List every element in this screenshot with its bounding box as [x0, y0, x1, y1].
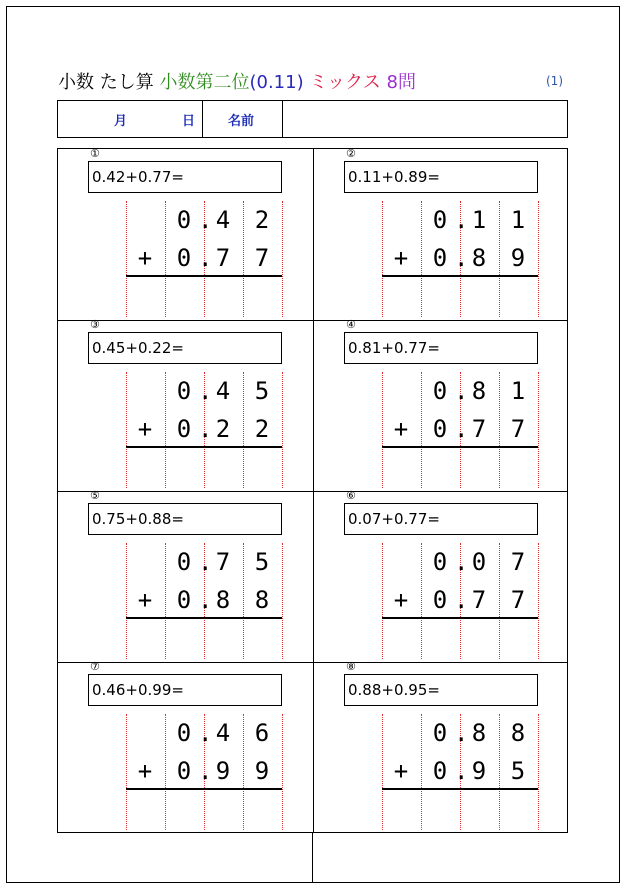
addend-digit: 9	[471, 757, 487, 785]
addend-digit: 7	[254, 244, 270, 272]
title-topic: 小数 たし算	[58, 72, 154, 93]
decimal-point: .	[454, 757, 469, 785]
plus-sign: +	[393, 757, 409, 785]
answer-area[interactable]	[126, 792, 282, 830]
equation-box[interactable]: 0.81+0.77=	[344, 332, 538, 364]
decimal-point: .	[198, 206, 213, 234]
plus-sign: +	[393, 586, 409, 614]
addend-digit: 8	[510, 719, 526, 747]
decimal-point: .	[198, 757, 213, 785]
addend-digit: 7	[510, 586, 526, 614]
addend-digit: 0	[176, 719, 192, 747]
addend-digit: 0	[432, 415, 448, 443]
answer-area[interactable]	[382, 450, 538, 488]
decimal-point: .	[454, 415, 469, 443]
problem-number: ④	[346, 318, 356, 331]
month-label: 月	[114, 114, 128, 129]
addend-digit: 0	[176, 586, 192, 614]
answer-area[interactable]	[126, 450, 282, 488]
decimal-point: .	[198, 719, 213, 747]
addend-digit: 5	[254, 548, 270, 576]
plus-sign: +	[137, 244, 153, 272]
addend-digit: 8	[215, 586, 231, 614]
plus-sign: +	[137, 757, 153, 785]
name-date-box	[57, 100, 568, 138]
addend-digit: 7	[215, 244, 231, 272]
equation-box[interactable]: 0.75+0.88=	[88, 503, 282, 535]
name-divider	[282, 101, 283, 137]
addend-digit: 0	[432, 377, 448, 405]
equation-box[interactable]: 0.42+0.77=	[88, 161, 282, 193]
problem-number: ③	[90, 318, 100, 331]
addend-digit: 4	[215, 377, 231, 405]
decimal-point: .	[454, 206, 469, 234]
answer-rule	[382, 275, 538, 277]
name-label: 名前	[228, 114, 255, 129]
decimal-point: .	[198, 586, 213, 614]
guide-column-line	[282, 714, 283, 830]
answer-rule	[126, 275, 282, 277]
addend-digit: 9	[215, 757, 231, 785]
addend-digit: 2	[215, 415, 231, 443]
title-range: (0.11)	[249, 72, 304, 93]
guide-column-line	[538, 714, 539, 830]
answer-rule	[126, 788, 282, 790]
addend-digit: 8	[254, 586, 270, 614]
answer-rule	[382, 617, 538, 619]
title-mix: ミックス	[309, 72, 381, 93]
addend-digit: 7	[510, 415, 526, 443]
guide-column-line	[538, 543, 539, 659]
answer-rule	[382, 788, 538, 790]
problem-number: ②	[346, 147, 356, 160]
decimal-point: .	[198, 244, 213, 272]
day-label: 日	[182, 114, 196, 129]
equation-box[interactable]: 0.11+0.89=	[344, 161, 538, 193]
footer-divider	[312, 833, 313, 883]
addend-digit: 0	[176, 548, 192, 576]
guide-column-line	[282, 543, 283, 659]
problem-cell	[58, 662, 313, 833]
decimal-point: .	[454, 719, 469, 747]
addend-digit: 0	[176, 244, 192, 272]
title-level: 小数第二位	[159, 72, 250, 93]
addend-digit: 8	[471, 719, 487, 747]
sheet-number: (1)	[546, 74, 563, 88]
addend-digit: 2	[254, 206, 270, 234]
addend-digit: 0	[432, 757, 448, 785]
answer-area[interactable]	[382, 792, 538, 830]
title-count: 8問	[386, 72, 416, 93]
answer-area[interactable]	[382, 279, 538, 317]
problem-number: ⑥	[346, 489, 356, 502]
addend-digit: 7	[215, 548, 231, 576]
plus-sign: +	[393, 415, 409, 443]
addend-digit: 0	[176, 206, 192, 234]
addend-digit: 6	[254, 719, 270, 747]
equation-box[interactable]: 0.07+0.77=	[344, 503, 538, 535]
guide-column-line	[538, 372, 539, 488]
addend-digit: 8	[471, 244, 487, 272]
answer-rule	[382, 446, 538, 448]
problem-cell	[314, 491, 569, 662]
problem-number: ①	[90, 147, 100, 160]
equation-box[interactable]: 0.46+0.99=	[88, 674, 282, 706]
plus-sign: +	[137, 586, 153, 614]
decimal-point: .	[454, 586, 469, 614]
decimal-point: .	[454, 244, 469, 272]
addend-digit: 2	[254, 415, 270, 443]
addend-digit: 0	[432, 548, 448, 576]
addend-digit: 8	[471, 377, 487, 405]
guide-column-line	[282, 372, 283, 488]
problem-cell	[314, 149, 569, 320]
problem-cell	[58, 149, 313, 320]
addend-digit: 1	[510, 377, 526, 405]
addend-digit: 0	[176, 377, 192, 405]
addend-digit: 4	[215, 206, 231, 234]
addend-digit: 5	[510, 757, 526, 785]
problem-cell	[58, 320, 313, 491]
answer-area[interactable]	[382, 621, 538, 659]
worksheet-title	[58, 68, 570, 96]
equation-box[interactable]: 0.88+0.95=	[344, 674, 538, 706]
answer-area[interactable]	[126, 279, 282, 317]
decimal-point: .	[454, 548, 469, 576]
decimal-point: .	[198, 415, 213, 443]
addend-digit: 0	[471, 548, 487, 576]
addend-digit: 4	[215, 719, 231, 747]
answer-rule	[126, 446, 282, 448]
addend-digit: 1	[471, 206, 487, 234]
problem-grid	[57, 148, 568, 833]
addend-digit: 7	[471, 415, 487, 443]
answer-area[interactable]	[126, 621, 282, 659]
decimal-point: .	[198, 377, 213, 405]
addend-digit: 7	[510, 548, 526, 576]
addend-digit: 5	[254, 377, 270, 405]
answer-rule	[126, 617, 282, 619]
problem-number: ⑦	[90, 660, 100, 673]
plus-sign: +	[137, 415, 153, 443]
plus-sign: +	[393, 244, 409, 272]
addend-digit: 0	[432, 206, 448, 234]
addend-digit: 0	[176, 757, 192, 785]
addend-digit: 0	[432, 244, 448, 272]
problem-cell	[314, 320, 569, 491]
guide-column-line	[538, 201, 539, 317]
addend-digit: 9	[254, 757, 270, 785]
guide-column-line	[282, 201, 283, 317]
problem-cell	[314, 662, 569, 833]
addend-digit: 1	[510, 206, 526, 234]
name-field[interactable]	[288, 101, 563, 137]
addend-digit: 9	[510, 244, 526, 272]
problem-number: ⑧	[346, 660, 356, 673]
addend-digit: 0	[176, 415, 192, 443]
addend-digit: 7	[471, 586, 487, 614]
problem-cell	[58, 491, 313, 662]
date-divider	[202, 101, 203, 137]
addend-digit: 0	[432, 586, 448, 614]
problem-number: ⑤	[90, 489, 100, 502]
decimal-point: .	[198, 548, 213, 576]
equation-box[interactable]: 0.45+0.22=	[88, 332, 282, 364]
addend-digit: 0	[432, 719, 448, 747]
decimal-point: .	[454, 377, 469, 405]
